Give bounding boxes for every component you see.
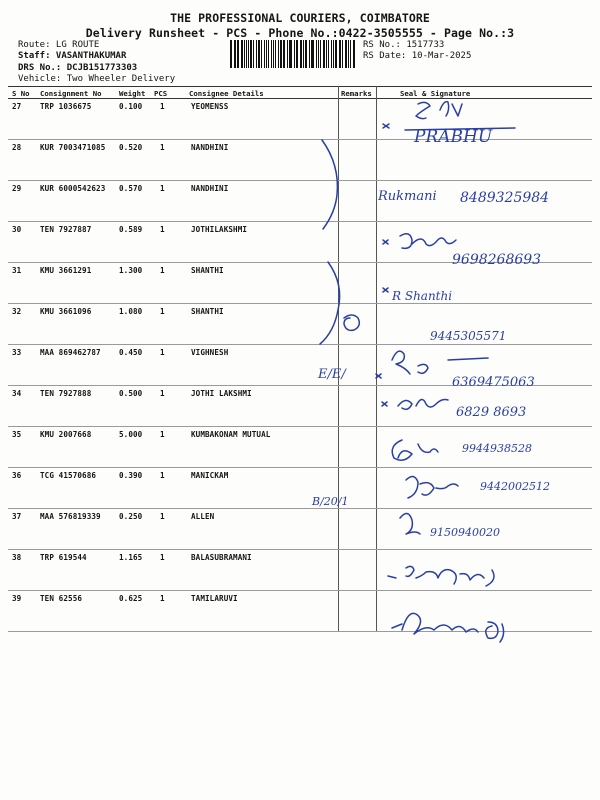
row-weight: 1.165 [119, 553, 143, 562]
route-label: Route: LG ROUTE [18, 40, 100, 50]
row-consignee: BALASUBRAMANI [191, 553, 252, 562]
col-remarks: Remarks [341, 89, 372, 98]
header-top-rule [8, 86, 592, 87]
row-consignee: ALLEN [191, 512, 215, 521]
row-separator [8, 139, 592, 140]
barcode-bar [353, 40, 355, 68]
row-consignee: NANDHINI [191, 184, 229, 193]
row-pcs: 1 [160, 348, 165, 357]
signature-mark [382, 402, 387, 406]
row-pcs: 1 [160, 184, 165, 193]
bracket-mark [344, 315, 359, 330]
barcode-bar [350, 40, 352, 68]
barcode-bar [289, 40, 290, 68]
row-consignee: MANICKAM [191, 471, 229, 480]
row-weight: 0.500 [119, 389, 143, 398]
row-pcs: 1 [160, 553, 165, 562]
barcode-bar [253, 40, 255, 68]
barcode-bar [230, 40, 232, 68]
row-consignment-no: TRP 619544 [40, 553, 87, 562]
barcode-bar [280, 40, 282, 68]
row-separator [8, 221, 592, 222]
row-separator [8, 344, 592, 345]
row33-phone: 6369475063 [452, 375, 535, 390]
barcode-bar [250, 40, 252, 68]
row-separator [8, 180, 592, 181]
row27-signature: PRABHU [414, 127, 493, 147]
row-sno: 34 [12, 389, 22, 398]
signature-mark [400, 513, 420, 534]
row-sno: 35 [12, 430, 22, 439]
vehicle-label: Vehicle: Two Wheeler Delivery [18, 74, 176, 84]
runsheet-subtitle: Delivery Runsheet - PCS - Phone No.:0422-3505555 - Page No.:3 [85, 26, 515, 40]
row-separator [8, 262, 592, 263]
barcode-bar [318, 40, 319, 68]
remarks-divider-left [338, 86, 339, 632]
row37-phone: 9150940020 [430, 526, 500, 539]
col-seal-signature: Seal & Signature [400, 89, 471, 98]
col-consignment: Consignment No [40, 89, 102, 98]
signature-mark [392, 613, 504, 642]
signature-mark [392, 351, 488, 374]
row-consignment-no: MAA 869462787 [40, 348, 101, 357]
barcode-bar [345, 40, 347, 68]
barcode-bar [237, 40, 239, 68]
signature-mark [388, 566, 494, 586]
row-sno: 39 [12, 594, 22, 603]
row-pcs: 1 [160, 471, 165, 480]
row-sno: 32 [12, 307, 22, 316]
row-sno: 36 [12, 471, 22, 480]
barcode-bar [266, 40, 268, 68]
barcode-bar [235, 40, 236, 68]
barcode-bar [326, 40, 327, 68]
row-weight: 0.589 [119, 225, 143, 234]
row-consignment-no: TEN 62556 [40, 594, 83, 603]
staff-label: Staff: VASANTHAKUMAR [18, 51, 127, 61]
barcode-bar [348, 40, 349, 68]
row-pcs: 1 [160, 307, 165, 316]
row-pcs: 1 [160, 594, 165, 603]
barcode-bar [342, 40, 343, 68]
row-separator [8, 549, 592, 550]
row29-name: Rukmani [378, 189, 437, 204]
row-weight: 0.625 [119, 594, 143, 603]
row-pcs: 1 [160, 225, 165, 234]
barcode-bar [256, 40, 257, 68]
row-weight: 0.390 [119, 471, 143, 480]
row-weight: 1.300 [119, 266, 143, 275]
row-pcs: 1 [160, 512, 165, 521]
barcode-bar [241, 40, 243, 68]
row-consignee: YEOMENSS [191, 102, 229, 111]
row-sno: 30 [12, 225, 22, 234]
barcode-bar [271, 40, 272, 68]
col-weight: Weight [119, 89, 146, 98]
row-consignee: NANDHINI [191, 143, 229, 152]
barcode-bar [335, 40, 337, 68]
row-separator [8, 508, 592, 509]
barcode-bar [246, 40, 247, 68]
signature-mark [452, 104, 462, 116]
barcode-bar [305, 40, 307, 68]
signature-mark [383, 124, 389, 128]
row-weight: 5.000 [119, 430, 143, 439]
bracket-mark [322, 140, 337, 229]
row-consignment-no: TRP 1036675 [40, 102, 92, 111]
row-weight: 1.080 [119, 307, 143, 316]
signature-mark [416, 102, 430, 118]
barcode-bar [268, 40, 269, 68]
row29-phone: 8489325984 [460, 190, 550, 206]
row-weight: 0.100 [119, 102, 143, 111]
signature-mark [440, 102, 449, 116]
row-sno: 38 [12, 553, 22, 562]
row-consignment-no: KUR 6000542623 [40, 184, 106, 193]
barcode [230, 40, 356, 68]
barcode-bar [264, 40, 265, 68]
row36-phone: 9442002512 [480, 480, 550, 493]
barcode-bar [294, 40, 295, 68]
row-consignee: JOTHI LAKSHMI [191, 389, 252, 398]
row-consignment-no: MAA 576819339 [40, 512, 101, 521]
row-consignment-no: TEN 7927888 [40, 389, 92, 398]
row-separator [8, 631, 592, 632]
row-separator [8, 303, 592, 304]
col-consignee: Consignee Details [189, 89, 264, 98]
row-sno: 37 [12, 512, 22, 521]
row-weight: 0.520 [119, 143, 143, 152]
row-sno: 28 [12, 143, 22, 152]
row-consignee: SHANTHI [191, 307, 224, 316]
row-pcs: 1 [160, 389, 165, 398]
barcode-bar [311, 40, 312, 68]
row-pcs: 1 [160, 430, 165, 439]
barcode-bar [339, 40, 340, 68]
signature-mark [392, 440, 438, 460]
remark-ee: E/E/ [318, 367, 346, 382]
barcode-bar [323, 40, 325, 68]
barcode-bar [273, 40, 275, 68]
barcode-bar [248, 40, 249, 68]
row-consignment-no: KUR 7003471085 [40, 143, 106, 152]
row-pcs: 1 [160, 143, 165, 152]
barcode-bar [275, 40, 276, 68]
barcode-bar [244, 40, 245, 68]
remark-b: B/20/1 [312, 495, 349, 508]
barcode-bar [290, 40, 292, 68]
barcode-bar [333, 40, 334, 68]
row-separator [8, 385, 592, 386]
header-bottom-rule [8, 98, 592, 99]
row-consignee: SHANTHI [191, 266, 224, 275]
signature-mark [400, 234, 456, 249]
barcode-bar [283, 40, 285, 68]
barcode-bar [278, 40, 279, 68]
barcode-bar [234, 40, 235, 68]
row-consignment-no: TEN 7927887 [40, 225, 92, 234]
row-weight: 0.250 [119, 512, 143, 521]
row-sno: 31 [12, 266, 22, 275]
row-pcs: 1 [160, 102, 165, 111]
barcode-bar [312, 40, 314, 68]
drs-number: DRS No.: DCJB151773303 [18, 63, 138, 73]
row-consignee: JOTHILAKSHMI [191, 225, 248, 234]
barcode-bar [340, 40, 341, 68]
row-separator [8, 426, 592, 427]
row-separator [8, 467, 592, 468]
signature-mark [383, 288, 388, 292]
col-sno: S No [12, 89, 30, 98]
row35-phone: 9944938528 [462, 442, 532, 455]
row-separator [8, 590, 592, 591]
barcode-bar [261, 40, 262, 68]
row-consignee: TAMILARUVI [191, 594, 238, 603]
company-title: THE PROFESSIONAL COURIERS, COIMBATORE [170, 11, 430, 25]
signature-mark [405, 128, 515, 130]
row32-phone: 9445305571 [430, 329, 507, 343]
rs-number: RS No.: 1517733 [363, 40, 445, 50]
row-consignee: KUMBAKONAM MUTUAL [191, 430, 271, 439]
row31-signature: R Shanthi [392, 289, 453, 303]
row-consignment-no: KMU 3661291 [40, 266, 92, 275]
signature-mark [406, 476, 458, 498]
barcode-bar [309, 40, 310, 68]
row-weight: 0.450 [119, 348, 143, 357]
row-weight: 0.570 [119, 184, 143, 193]
col-pcs: PCS [154, 89, 168, 98]
barcode-bar [300, 40, 302, 68]
row-consignee: VIGHNESH [191, 348, 229, 357]
barcode-bar [331, 40, 333, 68]
row-sno: 27 [12, 102, 22, 111]
rs-date: RS Date: 10-Mar-2025 [363, 51, 472, 61]
barcode-bar [328, 40, 329, 68]
row-sno: 29 [12, 184, 22, 193]
signature-mark [383, 240, 388, 244]
row34-phone: 6829 8693 [456, 405, 527, 420]
row-consignment-no: TCG 41570686 [40, 471, 97, 480]
barcode-bar [316, 40, 318, 68]
signature-mark [398, 399, 448, 409]
barcode-bar [320, 40, 321, 68]
barcode-bar [258, 40, 260, 68]
barcode-bar [287, 40, 288, 68]
remarks-divider-right [376, 86, 377, 632]
row30-phone: 9698268693 [452, 252, 542, 268]
row-sno: 33 [12, 348, 22, 357]
barcode-bar [297, 40, 298, 68]
barcode-bar [296, 40, 297, 68]
row-consignment-no: KMU 2007668 [40, 430, 92, 439]
barcode-bar [303, 40, 304, 68]
row-pcs: 1 [160, 266, 165, 275]
row-consignment-no: KMU 3661096 [40, 307, 92, 316]
